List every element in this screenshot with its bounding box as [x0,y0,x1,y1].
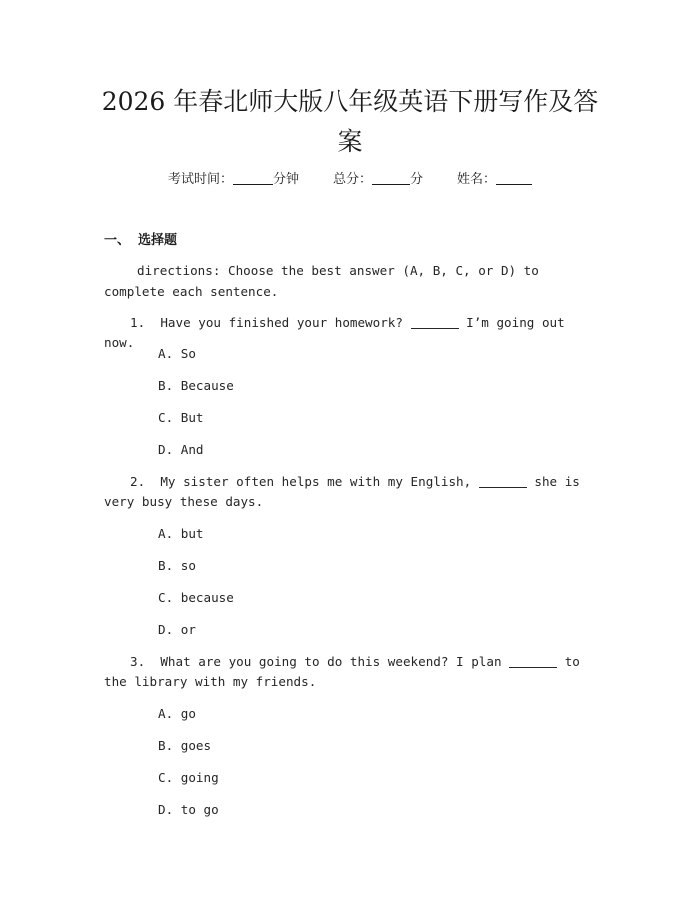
option-a[interactable]: A. go [158,706,196,721]
option-c[interactable]: C. going [158,770,219,785]
question-text-before: My sister often helps me with my English, [160,474,479,489]
name-blank[interactable] [496,172,532,185]
score-label: 总分： [332,172,372,187]
score-unit: 分 [410,172,424,187]
option-c[interactable]: C. But [158,410,204,425]
option-c[interactable]: C. because [158,590,234,605]
page-title: 2026 年春北师大版八年级英语下册写作及答案 [101,87,599,156]
section-title: 选择题 [138,233,178,248]
time-label: 考试时间： [167,172,233,187]
score-blank[interactable] [372,172,410,185]
answer-blank[interactable] [411,316,459,329]
option-b[interactable]: B. goes [158,738,212,753]
directions-text: directions: Choose the best answer (A, B, C, or D) to complete each sentence. [104,263,539,299]
question-text-after: to the library with my friends. [104,654,580,689]
option-a[interactable]: A. but [158,526,204,541]
question-number: 1. [130,315,146,330]
option-d[interactable]: D. to go [158,802,219,817]
student-name [457,168,532,187]
exam-info-line [0,168,700,187]
option-d[interactable]: D. And [158,442,204,457]
question-text-after: I’m going out now. [104,315,565,350]
option-d[interactable]: D. or [158,622,196,637]
total-score [333,168,423,187]
answer-blank[interactable] [479,475,527,488]
name-label: 姓名： [457,172,497,187]
time-blank[interactable] [233,172,273,185]
question-text-after: she is very busy these days. [104,474,580,509]
option-b[interactable]: B. so [158,558,196,573]
question-text-before: What are you going to do this weekend? I plan [160,654,510,669]
exam-time [168,168,299,187]
time-unit: 分钟 [272,172,299,187]
question-number: 3. [130,654,146,669]
question-2 [104,472,582,512]
question-3 [104,652,582,692]
section-heading [104,229,177,248]
question-text-before: Have you finished your homework? [160,315,411,330]
section-number: 一、 [104,233,131,248]
question-number: 2. [130,474,146,489]
option-b[interactable]: B. Because [158,378,234,393]
answer-blank[interactable] [509,655,557,668]
option-a[interactable]: A. So [158,346,196,361]
